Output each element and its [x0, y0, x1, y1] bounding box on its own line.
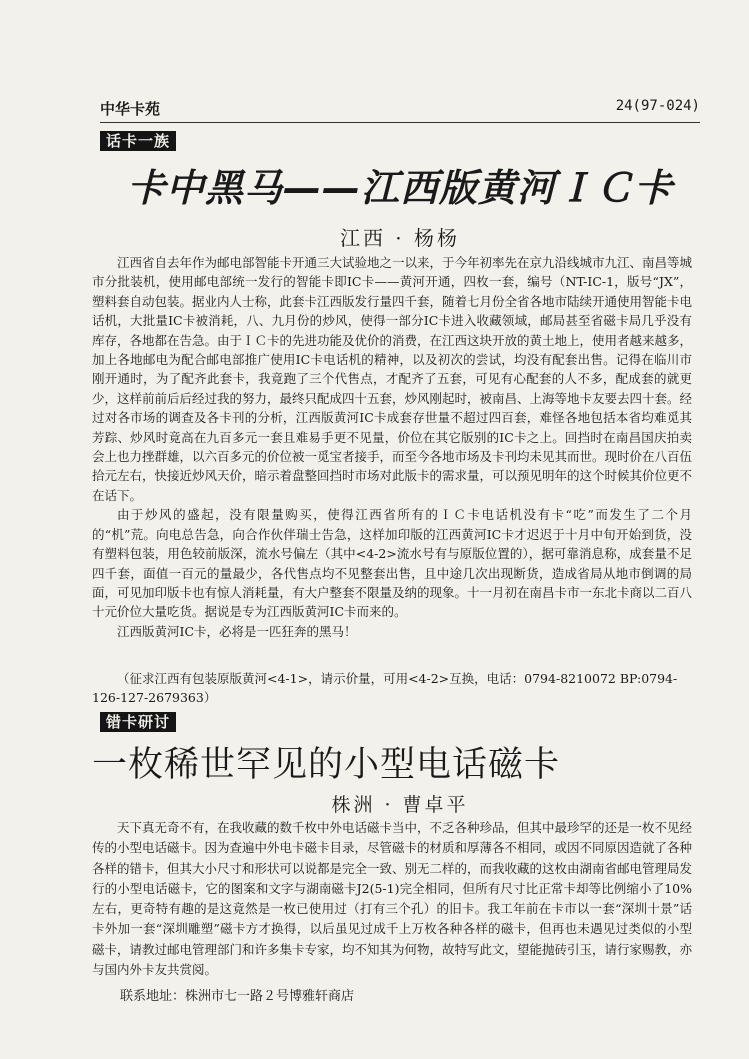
- magazine-name: 中华卡苑: [100, 100, 161, 118]
- paragraph: 天下真无奇不有，在我收藏的数千枚中外电话磁卡当中，不乏各种珍品，但其中最珍罕的还是一枚不见经传的小型电话磁卡。因为查遍中外电卡磁卡目录，尽管磁卡的材质和厚薄各不相同，或因不同原因造就了各种各样的错卡，但其大小尺寸和形状可以说都是完全一致、别无二样的，而我收藏的这枚由湖南省邮电管理局发行的小型电话磁卡，它的图案和文字与湖南磁卡J2(5-1)完全相同，但所有尺寸比正常卡却等比例缩小了10%左右，更奇特有趣的是这竟然是一枚已使用过（打有三个孔）的旧卡。我工年前在卡市以一套“深圳十景”话卡外加一套“深圳雕塑”磁卡方才换得，以后虽见过成千上万枚各种各样的磁卡，但再也未遇见过类似的小型磁卡，请教过邮电管理部门和许多集卡专家，均不知其为何物，故特写此文，望能抛砖引玉，请行家赐教，亦与国内外卡友共赏阅。: [92, 820, 693, 978]
- article-title: 卡中黑马——江西版黄河ＩＣ卡: [126, 166, 673, 210]
- article-body: [92, 818, 692, 980]
- section-tag: 错卡研讨: [100, 712, 176, 732]
- article-byline: 江西 · 杨杨: [339, 226, 461, 250]
- page-number: 24(97-024): [615, 98, 700, 114]
- section-tag: 话卡一族: [100, 131, 176, 151]
- article-note: （征求江西有包装原版黄河<4-1>，请示价量，可用<4-2>互换，电话：0794-8210072 BP:0794-126-127-2679363）: [92, 671, 678, 705]
- paragraph: 江西省自去年作为邮电部智能卡开通三大试验地之一以来，于今年初率先在京九沿线城市九江、南昌等城市分批装机，使用邮电部统一发行的智能卡即IC卡——黄河开通，四枚一套，编号（NT-IC-1，版号“JX”，塑料套自动包装。据业内人士称，此套卡江西版发行量四千套，随着七月份全省各地市陆续开通使用智能卡电话机，大批量IC卡被消耗，八、九月份的炒风，使得一部分IC卡进入收藏领域，邮局甚至省磁卡局几乎没有库存，各地都在告急。由于ＩＣ卡的先进功能及优价的消费，在江西这块开放的黄土地上，使用者越来越多，加上各地邮电为配合邮电部推广使用IC卡电话机的精神，以及初次的尝试，均没有配套出售。记得在临川市刚开通时，为了配齐此套卡，我竟跑了三个代售点，才配齐了五套，可见有心配套的人不多，配成套的就更少，这样前前后后经过我的努力，最终只配成四十五套，炒风刚起时，被南昌、上海等地卡友要去四十套。经过对各市场的调查及各卡刊的分析，江西版黄河IC卡成套存世量不超过四百套，难怪各地包括本省均难觅其芳踪、炒风时竟高在九百多元一套且难易手更不见量，价位在其它版别的IC卡之上。回挡时在南昌国庆拍卖会上也力挫群雄，以六百多元的价位被一觅宝者接手，而至今各地市场及卡刊均未见其而世。现时价在八百伍拾元左右，快接近炒风天价，暗示着盘整回挡时市场对此版卡的需求量，可以预见明年的这个时候其价位更不在话下。: [92, 255, 693, 503]
- contact-address: 联系地址：株洲市七一路２号博雅轩商店: [120, 989, 355, 1004]
- page-header: [100, 98, 700, 123]
- paragraph: 由于炒风的盛起，没有限量购买，使得江西省所有的ＩＣ卡电话机没有卡“吃”而发生了二个月的“机”荒。向电总告急，向合作伙伴瑞士告急，这样加印版的江西黄河IC卡才迟迟于十月中旬开始到货，没有塑料包装，用色较前版深，流水号偏左（其中<4-2>流水号有与原版位置的），据可靠消息称，成套量不足四千套，面值一百元的量最少，各代售点均不见整套出售，且中途几次出现断货，造成省局从地市倒调的局面，可见加印版卡也有惊人消耗量，有大户整套不限量及纳的现象。十一月初在南昌卡市一东北卡商以二百八十元价位大量吃货。据说是专为江西版黄河IC卡而来的。: [92, 507, 693, 620]
- article-byline: 株洲 · 曹卓平: [331, 794, 469, 816]
- article-body: [92, 253, 692, 641]
- paragraph: 江西版黄河IC卡，必将是一匹狂奔的黑马！: [117, 623, 357, 639]
- article-title: 一枚稀世罕见的小型电话磁卡: [92, 745, 561, 785]
